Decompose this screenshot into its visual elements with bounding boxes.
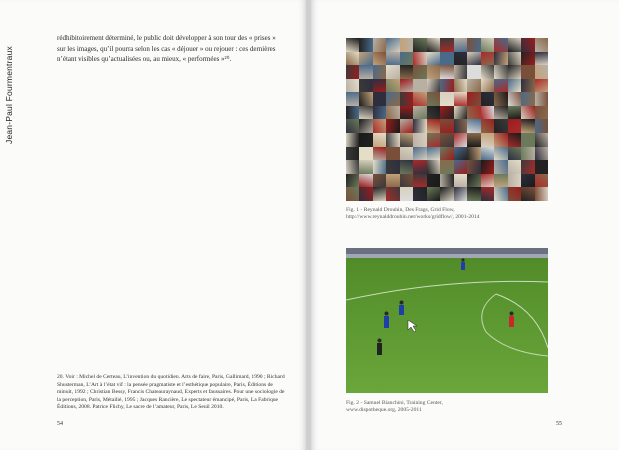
mosaic-tile	[494, 187, 507, 201]
figure-training-center-image	[346, 248, 548, 393]
mosaic-tile	[440, 160, 453, 174]
mosaic-tile	[386, 38, 399, 52]
mosaic-tile	[427, 147, 440, 161]
mosaic-tile	[386, 65, 399, 79]
mosaic-tile	[359, 65, 372, 79]
mosaic-tile	[400, 65, 413, 79]
mosaic-tile	[508, 160, 521, 174]
mosaic-tile	[454, 119, 467, 133]
left-page	[0, 0, 306, 450]
mosaic-tile	[386, 79, 399, 93]
mosaic-tile	[359, 147, 372, 161]
mosaic-tile	[413, 38, 426, 52]
mosaic-tile	[386, 187, 399, 201]
mosaic-tile	[427, 38, 440, 52]
mosaic-tile	[481, 92, 494, 106]
mosaic-tile	[467, 92, 480, 106]
mosaic-tile	[494, 79, 507, 93]
figure-grid-flow-image	[346, 38, 548, 201]
mosaic-tile	[427, 187, 440, 201]
mosaic-tile	[359, 52, 372, 66]
mosaic-tile	[521, 119, 534, 133]
mosaic-tile	[521, 38, 534, 52]
mosaic-tile	[481, 106, 494, 120]
mosaic-tile	[521, 187, 534, 201]
mosaic-tile	[427, 92, 440, 106]
mosaic-tile	[346, 160, 359, 174]
mosaic-tile	[400, 187, 413, 201]
mosaic-tile	[440, 106, 453, 120]
mosaic-tile	[386, 92, 399, 106]
mosaic-tile	[373, 147, 386, 161]
mosaic-tile	[508, 133, 521, 147]
mosaic-tile	[521, 147, 534, 161]
mosaic-tile	[454, 174, 467, 188]
mosaic-tile	[413, 147, 426, 161]
mosaic-tile	[481, 79, 494, 93]
mosaic-tile	[467, 65, 480, 79]
mosaic-tile	[494, 174, 507, 188]
mosaic-tile	[508, 38, 521, 52]
mosaic-tile	[440, 79, 453, 93]
mosaic-tile	[427, 160, 440, 174]
mosaic-tile	[400, 38, 413, 52]
mosaic-tile	[535, 38, 548, 52]
mosaic-tile	[359, 160, 372, 174]
mosaic-tile	[346, 92, 359, 106]
mosaic-tile	[508, 119, 521, 133]
mosaic-tile	[373, 160, 386, 174]
mosaic-tile	[535, 174, 548, 188]
mosaic-tile	[535, 79, 548, 93]
player-blue-1	[461, 258, 465, 270]
mosaic-tile	[521, 92, 534, 106]
mosaic-tile	[413, 65, 426, 79]
mosaic-tile	[467, 79, 480, 93]
footnote: 20. Voir : Michel de Certeau, L’invention du quotidien. Arts de faire, Paris, Gallimard, 1990 ; Richard Shusterman, L’Art à l’état vif : la pensée pragmatiste et l’esthétique populaire, Paris, Éditions de minuit, 1992 ; Christian Bessy, Francis Chateauraynaud, Experts et faussaires. Pour une sociologie de la perception, Paris, Métailié, 1995 ; Jacques Rancière, Le spectateur émancipé, Paris, La Fabrique Éditions, 2008. Patrice Flichy, Le sacre de l’amateur, Paris, Le Seuil 2010.	[57, 374, 285, 411]
player-blue-2	[399, 301, 404, 316]
mosaic-tile	[346, 38, 359, 52]
mosaic-tile	[400, 160, 413, 174]
mosaic-tile	[400, 79, 413, 93]
mosaic-tile	[413, 119, 426, 133]
mosaic-tile	[413, 174, 426, 188]
mosaic-tile	[481, 147, 494, 161]
mosaic-tile	[373, 65, 386, 79]
mosaic-tile	[454, 65, 467, 79]
mosaic-tile	[494, 52, 507, 66]
running-head-author: Jean-Paul Fourmentraux	[4, 46, 14, 144]
mosaic-tile	[373, 52, 386, 66]
mosaic-tile	[508, 106, 521, 120]
mosaic-tile	[359, 92, 372, 106]
mosaic-tile	[386, 119, 399, 133]
mosaic-tile	[413, 52, 426, 66]
mosaic-tile	[373, 119, 386, 133]
mosaic-tile	[440, 52, 453, 66]
mosaic-tile	[400, 133, 413, 147]
mosaic-tile	[359, 38, 372, 52]
mosaic-tile	[400, 147, 413, 161]
mosaic-tile	[427, 174, 440, 188]
mosaic-tile	[454, 92, 467, 106]
mosaic-tile	[481, 38, 494, 52]
mosaic-tile	[400, 92, 413, 106]
mosaic-tile	[521, 174, 534, 188]
mosaic-tile	[535, 119, 548, 133]
mosaic-tile	[440, 65, 453, 79]
mosaic-tile	[413, 187, 426, 201]
mosaic-tile	[494, 38, 507, 52]
mosaic-tile	[494, 106, 507, 120]
mosaic-tile	[373, 106, 386, 120]
mosaic-tile	[400, 52, 413, 66]
mosaic-tile	[440, 147, 453, 161]
mosaic-tile	[508, 79, 521, 93]
mosaic-tile	[521, 133, 534, 147]
mosaic-tile	[373, 187, 386, 201]
mosaic-tile	[400, 174, 413, 188]
mosaic-tile	[386, 174, 399, 188]
mosaic-tile	[467, 52, 480, 66]
mosaic-tile	[494, 147, 507, 161]
mosaic-tile	[508, 147, 521, 161]
mosaic-tile	[535, 65, 548, 79]
mosaic-tile	[346, 119, 359, 133]
mosaic-tile	[440, 174, 453, 188]
figure-1-caption-line2: http://www.reynalddrouhin.net/works/gridflow/, 2001-2014	[346, 214, 480, 221]
mosaic-tile	[413, 79, 426, 93]
mosaic-tile	[413, 92, 426, 106]
figure-2-caption-line1: Fig. 2 - Samuel Bianchini, Training Center,	[346, 400, 443, 406]
mosaic-tile	[454, 106, 467, 120]
mosaic-tile	[440, 133, 453, 147]
mosaic-tile	[521, 106, 534, 120]
mosaic-tile	[346, 187, 359, 201]
mosaic-tile	[535, 106, 548, 120]
mosaic-tile	[359, 133, 372, 147]
mosaic-tile	[467, 160, 480, 174]
mosaic-tile	[508, 187, 521, 201]
player-red	[509, 312, 514, 328]
mosaic-tile	[481, 52, 494, 66]
mosaic-tile	[481, 133, 494, 147]
mosaic-tile	[481, 174, 494, 188]
mosaic-tile	[494, 65, 507, 79]
mosaic-tile	[427, 106, 440, 120]
mosaic-tile	[386, 133, 399, 147]
mosaic-tile	[454, 187, 467, 201]
mosaic-tile	[346, 174, 359, 188]
figure-1-caption	[346, 207, 556, 222]
mosaic-tile	[427, 133, 440, 147]
mosaic-tile	[373, 38, 386, 52]
mosaic-tile	[346, 147, 359, 161]
mosaic-tile	[346, 65, 359, 79]
mosaic-tile	[359, 187, 372, 201]
mosaic-tile	[359, 106, 372, 120]
mosaic-tile	[373, 133, 386, 147]
mosaic-tile	[508, 65, 521, 79]
mosaic-tile	[413, 106, 426, 120]
mosaic-tile	[454, 38, 467, 52]
football-pitch-image	[346, 248, 548, 393]
mosaic-tile	[413, 160, 426, 174]
body-paragraph: rédhibitoirement déterminé, le public doit développer à son tour des « prises » sur les images, qu’il pourra selon les cas « déjouer » ou rejouer : ces dernières n’étant visibles qu’actualisées ou, au mieux, « performées »²⁰.	[57, 34, 276, 64]
mosaic-tile	[535, 147, 548, 161]
mosaic-tile	[535, 92, 548, 106]
mosaic-tile	[359, 174, 372, 188]
mosaic-tile	[467, 119, 480, 133]
mosaic-tile	[454, 133, 467, 147]
mosaic-tile	[521, 160, 534, 174]
mosaic-tile	[359, 119, 372, 133]
mosaic-tile	[494, 119, 507, 133]
figure-2-caption-line2: www.dispotheque.org, 2005-2011	[346, 407, 422, 414]
mosaic-tile	[481, 65, 494, 79]
mosaic-tile	[481, 160, 494, 174]
mosaic-tile	[440, 187, 453, 201]
mosaic-tile	[346, 52, 359, 66]
mosaic-tile	[535, 52, 548, 66]
mosaic-tile	[454, 147, 467, 161]
mosaic-tile	[427, 65, 440, 79]
mosaic-tile	[467, 187, 480, 201]
mosaic-tile	[440, 119, 453, 133]
mosaic-tile	[494, 133, 507, 147]
mosaic-tile	[373, 174, 386, 188]
mosaic-tile	[535, 187, 548, 201]
mosaic-tile	[427, 79, 440, 93]
mosaic-tile	[454, 52, 467, 66]
mosaic-tile	[427, 119, 440, 133]
mosaic-tile	[521, 79, 534, 93]
mosaic-tile	[373, 92, 386, 106]
mosaic-tile	[386, 52, 399, 66]
mosaic-tile	[427, 52, 440, 66]
mosaic-tile	[454, 79, 467, 93]
mosaic-tile	[467, 133, 480, 147]
mosaic-tile	[508, 52, 521, 66]
mosaic-tile	[386, 160, 399, 174]
image-mosaic	[346, 38, 548, 201]
mosaic-tile	[467, 106, 480, 120]
mosaic-tile	[467, 174, 480, 188]
mosaic-tile	[346, 106, 359, 120]
page-number-right: 55	[556, 421, 562, 427]
figure-2-caption	[346, 400, 556, 415]
mosaic-tile	[400, 106, 413, 120]
mosaic-tile	[481, 187, 494, 201]
mosaic-tile	[400, 119, 413, 133]
mosaic-tile	[481, 119, 494, 133]
mosaic-tile	[346, 79, 359, 93]
mosaic-tile	[386, 147, 399, 161]
mosaic-tile	[535, 160, 548, 174]
mosaic-tile	[535, 133, 548, 147]
mosaic-tile	[386, 106, 399, 120]
page-number-left: 54	[57, 421, 63, 427]
mosaic-tile	[440, 92, 453, 106]
mosaic-tile	[494, 92, 507, 106]
mosaic-tile	[373, 79, 386, 93]
mosaic-tile	[454, 160, 467, 174]
mosaic-tile	[359, 79, 372, 93]
mosaic-tile	[413, 133, 426, 147]
mosaic-tile	[521, 52, 534, 66]
mosaic-tile	[346, 133, 359, 147]
mosaic-tile	[508, 92, 521, 106]
mosaic-tile	[508, 174, 521, 188]
mosaic-tile	[467, 147, 480, 161]
mosaic-tile	[440, 38, 453, 52]
mosaic-tile	[521, 65, 534, 79]
player-blue-3	[384, 312, 389, 329]
mosaic-tile	[467, 38, 480, 52]
player-dark	[377, 339, 382, 356]
mosaic-tile	[494, 160, 507, 174]
figure-1-caption-line1: Fig. 1 - Reynald Drouhin, Des Frags, Grid Flow,	[346, 207, 455, 213]
